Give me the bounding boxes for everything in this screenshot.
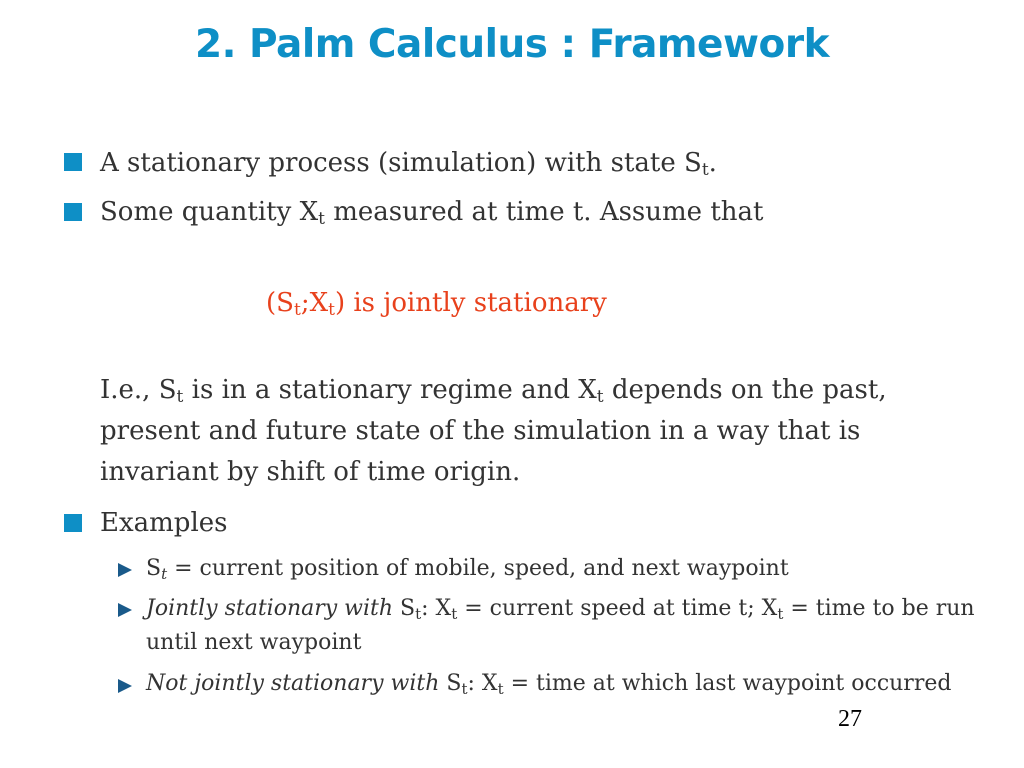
subscript-t: t: [415, 605, 422, 623]
statement-part: ) is jointly stationary: [334, 288, 607, 318]
jointly-stationary-statement: [266, 283, 607, 323]
bullet-tail: measured at time t. Assume that: [324, 197, 764, 227]
example-part: = current speed at time t; X: [457, 596, 778, 621]
subscript-t: t: [596, 387, 604, 407]
bullet-text: A stationary process (simulation) with state S: [100, 148, 702, 178]
subscript-t: t: [701, 160, 709, 180]
example-italic: Jointly stationary with: [146, 596, 401, 621]
square-bullet-icon: [64, 514, 82, 532]
subscript-t: t: [497, 680, 504, 698]
subscript-t: t: [161, 565, 168, 583]
subscript-t: t: [461, 680, 468, 698]
paragraph-part: depends on the past, present and future state of the simulation in a way that is invariant by shift of time origin.: [100, 375, 887, 487]
triangle-bullet-icon: [118, 679, 132, 693]
subscript-t: t: [451, 605, 458, 623]
subscript-t: t: [777, 605, 784, 623]
subscript-t: t: [293, 300, 301, 320]
statement-part: ;X: [300, 288, 329, 318]
paragraph-part: is in a stationary regime and X: [183, 375, 597, 405]
statement-part: (S: [266, 288, 294, 318]
bullet-examples: [100, 503, 228, 543]
example-part: : X: [421, 596, 452, 621]
example-part: = time at which last waypoint occurred: [503, 671, 952, 696]
example-part: S: [400, 596, 416, 621]
triangle-bullet-icon: [118, 603, 132, 617]
example-part: S: [146, 556, 162, 581]
example-part: : X: [467, 671, 498, 696]
slide-title: 2. Palm Calculus : Framework: [194, 22, 830, 67]
bullet-tail: .: [708, 148, 717, 178]
example-part: S: [446, 671, 462, 696]
subscript-t: t: [318, 209, 325, 229]
example-part: = time to be run until next waypoint: [146, 596, 975, 655]
example-item: [146, 552, 976, 586]
explanation-paragraph: [100, 370, 980, 493]
subscript-t: t: [176, 387, 184, 407]
subscript-t: t: [328, 300, 335, 320]
example-item: [146, 667, 976, 701]
bullet-text: Examples: [100, 508, 228, 538]
example-italic: Not jointly stationary with: [146, 671, 447, 696]
paragraph-part: I.e., S: [100, 375, 177, 405]
page-number: 27: [838, 706, 862, 732]
example-part: = current position of mobile, speed, and next waypoint: [167, 556, 789, 581]
square-bullet-icon: [64, 203, 82, 221]
triangle-bullet-icon: [118, 563, 132, 577]
bullet-stationary-process: [100, 143, 717, 183]
square-bullet-icon: [64, 153, 82, 171]
example-item: [146, 592, 976, 660]
bullet-text: Some quantity X: [100, 197, 319, 227]
bullet-quantity: [100, 192, 763, 232]
